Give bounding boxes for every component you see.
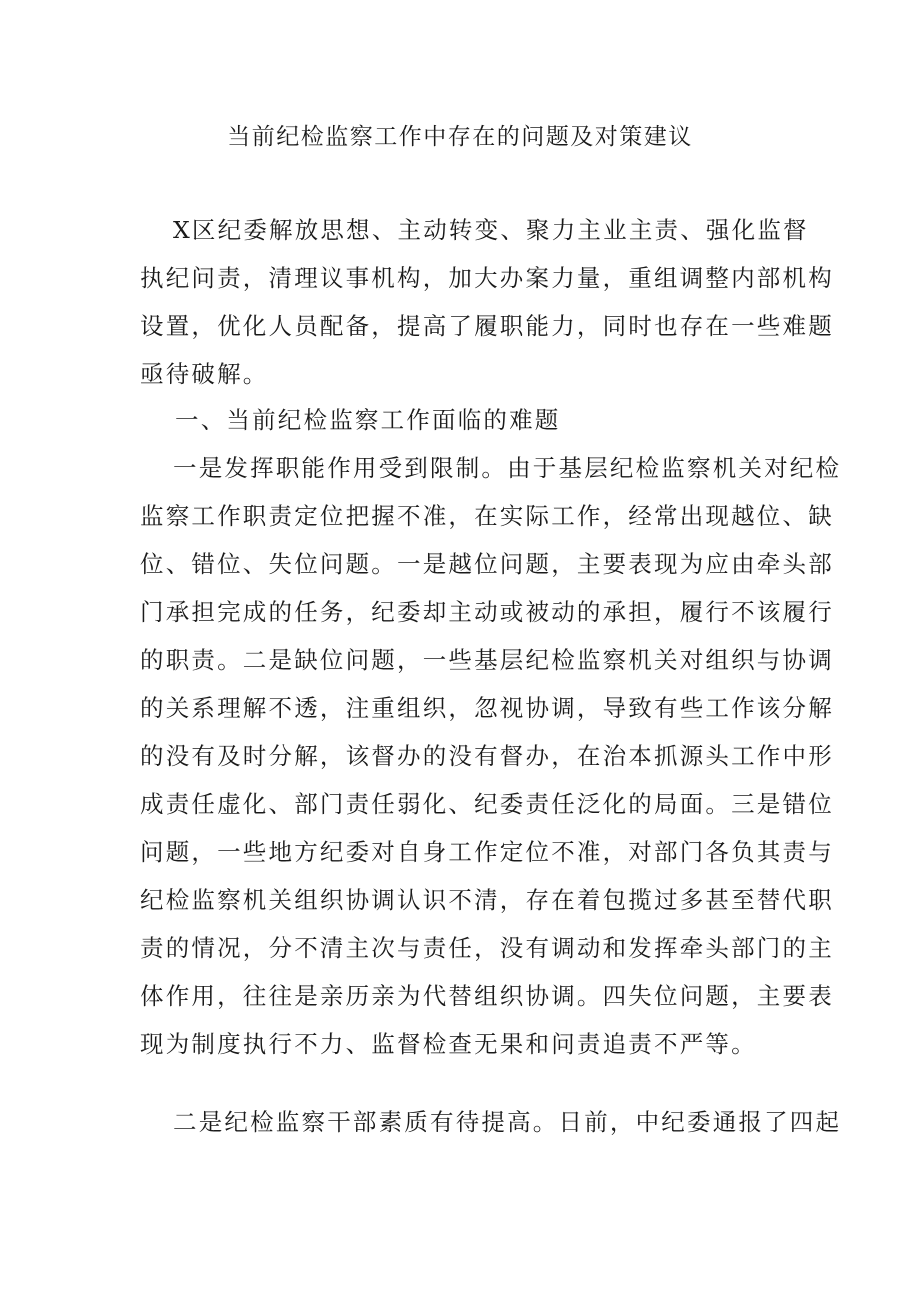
paragraph-line: 设置，优化人员配备，提高了履职能力，同时也存在一些难题: [140, 312, 834, 340]
intro-paragraph: [140, 206, 834, 398]
paragraph-line: 二是纪检监察干部素质有待提高。日前，中纪委通报了四起: [173, 1108, 842, 1136]
paragraph-line: 位、错位、失位问题。一是越位问题，主要表现为应由牵头部: [140, 550, 834, 578]
paragraph-line: 监察工作职责定位把握不准，在实际工作，经常出现越位、缺: [140, 502, 834, 530]
paragraph-line: 的职责。二是缺位问题，一些基层纪检监察机关对组织与协调: [140, 646, 834, 674]
paragraph-line: 责的情况，分不清主次与责任，没有调动和发挥牵头部门的主: [140, 934, 834, 962]
document-title: 当前纪检监察工作中存在的问题及对策建议: [227, 124, 693, 150]
paragraph-line: 执纪问责，清理议事机构，加大办案力量，重组调整内部机构: [140, 264, 834, 292]
point-one-paragraph: [140, 444, 842, 1068]
section-heading: 一、当前纪检监察工作面临的难题: [175, 406, 561, 434]
paragraph-line: 门承担完成的任务，纪委却主动或被动的承担，履行不该履行: [140, 598, 834, 626]
point-two-paragraph: [140, 1098, 842, 1146]
paragraph-line: 纪检监察机关组织协调认识不清，存在着包揽过多甚至替代职: [140, 886, 834, 914]
paragraph-line: 的没有及时分解，该督办的没有督办，在治本抓源头工作中形: [140, 742, 834, 770]
paragraph-line: 成责任虚化、部门责任弱化、纪委责任泛化的局面。三是错位: [140, 790, 834, 818]
paragraph-line: 体作用，往往是亲历亲为代替组织协调。四失位问题，主要表: [140, 982, 834, 1010]
paragraph-line: 的关系理解不透，注重组织，忽视协调，导致有些工作该分解: [140, 694, 834, 722]
paragraph-line: 亟待破解。: [140, 360, 269, 388]
paragraph-line: 问题，一些地方纪委对自身工作定位不准，对部门各负其责与: [140, 838, 834, 866]
paragraph-line: 一是发挥职能作用受到限制。由于基层纪检监察机关对纪检: [173, 454, 842, 482]
paragraph-line: X区纪委解放思想、主动转变、聚力主业主责、强化监督: [173, 216, 809, 244]
paragraph-line: 现为制度执行不力、监督检查无果和问责追责不严等。: [140, 1030, 757, 1058]
